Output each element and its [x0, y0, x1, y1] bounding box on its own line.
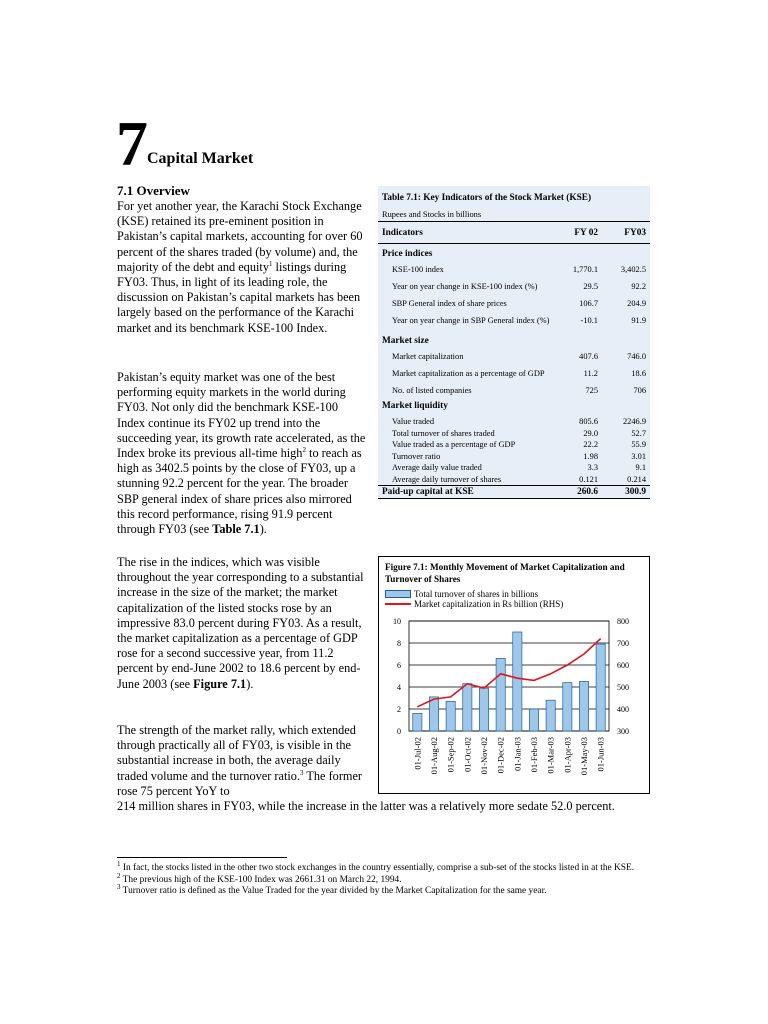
- table-row: [378, 474, 650, 486]
- footnotes: [117, 859, 657, 898]
- table-cell-value: 18.6: [631, 369, 646, 378]
- y-right-tick-label: 300: [617, 727, 629, 736]
- legend-label-market-cap: Market capitalization in Rs billion (RHS): [414, 599, 564, 609]
- bar: [563, 683, 572, 731]
- bar: [446, 701, 455, 731]
- x-tick-label: 01-Oct-02: [462, 737, 473, 772]
- table-cell-value: 106.7: [579, 298, 598, 308]
- table-cell-label: Average daily value traded: [392, 463, 482, 473]
- chapter-title: Capital Market: [147, 150, 254, 167]
- table-row: [378, 363, 650, 385]
- market-cap-line: [417, 639, 600, 707]
- table-row: [378, 298, 650, 310]
- table-row: [378, 351, 650, 363]
- table-cell-value: 29.5: [583, 282, 598, 291]
- table-row: [378, 276, 650, 298]
- table-row: [378, 416, 650, 428]
- table-row: [378, 264, 650, 276]
- table-header-fy03: FY03: [602, 222, 650, 244]
- figure-title: Figure 7.1: Monthly Movement of Market Capitalization and Turnover of Shares: [385, 562, 625, 584]
- figure-reference[interactable]: Figure 7.1: [193, 676, 247, 691]
- table-row: [378, 309, 650, 331]
- table-row: [378, 451, 650, 463]
- table-group-heading: Price indices: [382, 249, 433, 259]
- footnote-divider: [117, 857, 287, 858]
- y-right-tick-label: 600: [617, 661, 629, 670]
- x-tick-label: 01-Jul-02: [412, 737, 423, 770]
- table-cell-value: 725: [585, 385, 598, 395]
- table-cell-label: Total turnover of shares traded: [392, 428, 495, 438]
- table-footer-fy03: 300.9: [602, 486, 650, 499]
- x-tick-label: 01-Jan-03: [512, 737, 523, 771]
- x-tick-label: 01-May-03: [579, 737, 589, 776]
- table-cell-label: No. of listed companies: [392, 385, 472, 395]
- paragraph-3: The rise in the indices, which was visible throughout the year corresponding to a substantial increase in the size of the market; the market capitalization of the listed stocks rose by an impressive 83.0 percent during FY03. As a result, the market capitalization as a percentage of GDP rose for a second successive year, from 11.2 percent by end-June 2002 to 18.6 percent by end-June 2003 (see Figure 7.1).: [117, 555, 364, 691]
- table-cell-value: 11.2: [583, 369, 598, 378]
- table-cell-value: 1.98: [583, 451, 598, 461]
- footnote-3: $^3$ Turnover ratio is defined as the Value Traded for the year divided by the Market Capitalization for the same year.: [117, 883, 547, 897]
- paragraph-4: The strength of the market rally, which extended through practically all of FY03, is visible in the substantial increase in both, the average daily traded volume and the turnover ratio.$^3$ The former rose 75 percent YoY to: [117, 723, 363, 798]
- footnote-1: $^1$ In fact, the stocks listed in the other two stock exchanges in the country essentially, comprise a sub-set of the stocks listed in at the KSE.: [117, 859, 635, 873]
- figure-market-capitalization: [378, 556, 650, 794]
- bar: [413, 713, 422, 731]
- y-right-tick-label: 700: [617, 639, 629, 648]
- table-cell-value: 3.01: [631, 451, 646, 461]
- bar: [429, 697, 438, 731]
- legend-label-turnover: Total turnover of shares in billions: [414, 589, 539, 599]
- paragraph-2: Pakistan’s equity market was one of the best performing equity markets in the world during FY03. Not only did the benchmark KSE-100 Index continue its FY02 up trend into the succeeding year, its growth rate accelerated, as the Index broke its previous all-time high$^2$ to reach as high as 3402.5 points by the close of FY03, up a stunning 92.2 percent for the year. The broader SBP general index of share prices also mirrored this record performance, rising 91.9 percent through FY03 (see Table 7.1).: [117, 370, 366, 537]
- table-row: [378, 385, 650, 397]
- table-cell-label: Value traded: [392, 417, 435, 427]
- table-cell-value: 55.9: [631, 440, 646, 450]
- y-right-tick-label: 400: [617, 705, 629, 714]
- table-cell-label: Year on year change in SBP General index (%): [392, 315, 550, 325]
- table-cell-value: 805.6: [579, 417, 598, 427]
- table-header-indicators: Indicators: [378, 222, 554, 244]
- table-footer-fy02: 260.6: [554, 486, 602, 499]
- paragraph-4-continued: 214 million shares in FY03, while the increase in the latter was a relatively more sedate 52.0 percent.: [117, 799, 615, 813]
- table-reference[interactable]: Table 7.1: [212, 522, 260, 537]
- table-cell-label: Average daily turnover of shares: [392, 474, 502, 484]
- bar: [546, 700, 555, 731]
- x-tick-label: 01-Nov-02: [479, 737, 489, 775]
- table-cell-label: Turnover ratio: [392, 451, 441, 461]
- table-cell-value: 746.0: [627, 352, 646, 362]
- y-left-tick-label: 4: [397, 683, 401, 692]
- bar: [513, 632, 522, 731]
- table-cell-label: KSE-100 index: [392, 265, 444, 275]
- table-cell-label: Market capitalization as a percentage of GDP: [392, 369, 545, 378]
- key-indicators-table: [378, 186, 650, 499]
- table-cell-value: 92.2: [631, 282, 646, 291]
- table-cell-value: 1,770.1: [572, 265, 598, 275]
- y-right-tick-label: 800: [617, 617, 629, 626]
- table-cell-value: 706: [633, 385, 646, 395]
- y-right-tick-label: 500: [617, 683, 629, 692]
- y-left-tick-label: 0: [397, 727, 401, 736]
- bar: [579, 682, 588, 732]
- x-tick-label: 01-Mar-03: [545, 737, 556, 774]
- table-cell-value: 0.214: [627, 474, 646, 484]
- footnote-ref-3[interactable]: 3: [300, 768, 304, 777]
- x-tick-label: 01-Feb-03: [529, 737, 539, 773]
- chapter-number: 7: [116, 108, 148, 179]
- table-cell-value: 204.9: [627, 298, 646, 308]
- table-cell-value: 0.121: [579, 474, 598, 484]
- table-title: Table 7.1: Key Indicators of the Stock Market (KSE): [382, 193, 592, 203]
- section-heading: 7.1 Overview: [117, 183, 190, 198]
- x-tick-label: 01-Dec-02: [495, 737, 506, 774]
- table-cell-label: Value traded as a percentage of GDP: [392, 440, 516, 450]
- footnote-2: $^2$ The previous high of the KSE-100 Index was 2661.31 on March 22, 1994.: [117, 871, 402, 885]
- y-left-tick-label: 2: [397, 705, 401, 714]
- y-left-tick-label: 6: [397, 661, 401, 670]
- table-cell-value: 52.7: [631, 428, 646, 438]
- table-row: [378, 439, 650, 451]
- table-row: [378, 462, 650, 474]
- x-tick-label: 01-Sep-02: [445, 737, 456, 773]
- bar: [479, 688, 488, 731]
- chart-plot: [379, 557, 649, 793]
- table-cell-value: 3.3: [587, 463, 598, 473]
- table-cell-value: 2246.9: [622, 417, 646, 427]
- bar: [596, 644, 605, 731]
- table-cell-value: 29.0: [583, 428, 598, 438]
- x-tick-label: 01-Apr-03: [562, 737, 573, 773]
- table-cell-label: Market capitalization: [392, 352, 464, 362]
- table-group-heading: Market liquidity: [382, 401, 448, 411]
- bar: [529, 709, 538, 731]
- table-cell-value: 407.6: [579, 352, 598, 362]
- bar: [463, 684, 472, 731]
- footnote-ref-1[interactable]: 1: [268, 259, 273, 268]
- table-cell-value: 3,402.5: [620, 265, 646, 275]
- table-cell-label: SBP General index of share prices: [392, 298, 507, 308]
- bar: [496, 658, 505, 731]
- y-left-tick-label: 8: [397, 639, 401, 648]
- table-cell-value: 91.9: [631, 315, 646, 325]
- paragraph-1: For yet another year, the Karachi Stock Exchange (KSE) retained its pre-eminent position in Pakistan’s capital markets, accounting for over 60 percent of the shares traded (by volume) and, the majority of the debt and equity$^1$ listings during FY03. Thus, in light of its leading role, the discussion on Pakistan’s capital markets has been largely based on the performance of the Karachi market and its benchmark KSE-100 Index.: [117, 199, 363, 335]
- table-group-heading: Market size: [382, 336, 429, 346]
- table-header-fy02: FY 02: [554, 222, 602, 244]
- x-tick-label: 01-Jun-03: [595, 737, 606, 772]
- table-cell-value: 9.1: [635, 463, 646, 473]
- table-footer-label: Paid-up capital at KSE: [378, 486, 554, 499]
- footnote-ref-2[interactable]: 2: [302, 445, 306, 454]
- table-cell-label: Year on year change in KSE-100 index (%): [392, 282, 538, 291]
- table-cell-value: 22.2: [583, 440, 598, 450]
- table-row: [378, 428, 650, 440]
- y-left-tick-label: 10: [393, 617, 401, 626]
- table-cell-value: -10.1: [580, 315, 598, 325]
- x-tick-label: 01-Aug-02: [429, 737, 439, 775]
- table-units: Rupees and Stocks in billions: [378, 208, 650, 222]
